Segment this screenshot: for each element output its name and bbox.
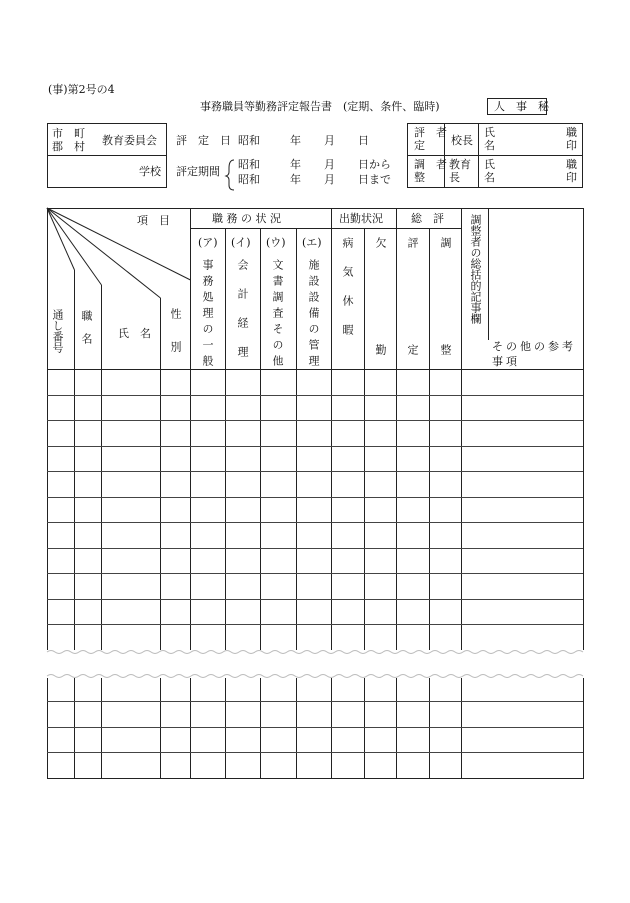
shichoson-label-1: 市 町 [52,127,85,140]
adjuster-summary-header: 調整者の総括的記事欄 [469,214,482,324]
other-remarks-header-2: 事項 [492,355,520,368]
board-of-education-label: 教育委員会 [102,134,157,147]
period-start-era: 昭和 [238,158,260,171]
adjuster-label-1: 調 者 [414,158,447,171]
adjuster-name-label-1: 氏 [484,158,495,171]
item-header: 項 目 [137,214,170,227]
adjuster-label-2: 整 [414,171,425,184]
other-remarks-header-1: その他の参考 [492,340,576,353]
evaluator-role: 校長 [451,134,473,147]
overall-review-header: 総 評 [411,212,444,225]
date-month: 月 [324,134,335,147]
adjuster-seal-label-2: 印 [566,171,577,184]
sub-e-label: (エ) [302,236,322,249]
adjuster-role-2: 長 [449,171,460,184]
full-name-header: 氏 名 [118,327,151,340]
evaluator-label-1: 評 者 [414,126,447,139]
rating-header: 評定 [406,237,419,451]
period-start-year: 年 [290,158,301,171]
period-start-day: 日から [358,158,391,171]
date-era: 昭和 [238,134,260,147]
evaluator-seal-label-1: 職 [566,126,577,139]
sub-a-label: (ア) [198,236,218,249]
evaluator-seal-label-2: 印 [566,139,577,152]
adjuster-name-label-2: 名 [484,171,495,184]
sub-u-header: 文書調査その他 [271,259,284,371]
evaluation-period-label: 評定期間 [176,165,220,178]
gender-header: 性別 [169,308,182,374]
evaluator-name-label-1: 氏 [484,126,495,139]
period-end-month: 月 [324,173,335,186]
sub-i-label: (イ) [231,236,251,249]
duty-status-header: 職 務 の 状 況 [212,212,281,225]
period-start-month: 月 [324,158,335,171]
sub-e-header: 施設設備の管理 [307,259,320,371]
sub-u-label: (ウ) [266,236,286,249]
date-day: 日 [358,134,369,147]
absence-header: 欠勤 [374,237,387,451]
evaluator-label-2: 定 [414,139,425,152]
adjuster-seal-label-1: 職 [566,158,577,171]
form-number: (事)第2号の4 [48,83,115,96]
evaluator-name-label-2: 名 [484,139,495,152]
adjustment-header: 調整 [439,237,452,451]
date-year: 年 [290,134,301,147]
serial-number-header: 通し番号 [51,309,64,353]
shichoson-label-2: 郡 村 [52,140,85,153]
period-end-day: 日まで [358,173,391,186]
page-title: 事務職員等勤務評定報告書 (定期、条件、臨時) [200,100,440,113]
period-end-year: 年 [290,173,301,186]
sick-leave-header: 病気休暇 [341,237,354,353]
sub-i-header: 会計経理 [236,259,249,375]
school-label: 学校 [139,165,161,178]
evaluation-date-label: 評 定 日 [176,134,231,147]
sub-a-header: 事務処理の一般 [201,259,214,371]
period-end-era: 昭和 [238,173,260,186]
job-title-header: 職名 [80,310,93,356]
attendance-header: 出勤状況 [339,212,383,225]
adjuster-role-1: 教育 [449,158,471,171]
confidential-label: 人 事 秘 [494,100,549,113]
